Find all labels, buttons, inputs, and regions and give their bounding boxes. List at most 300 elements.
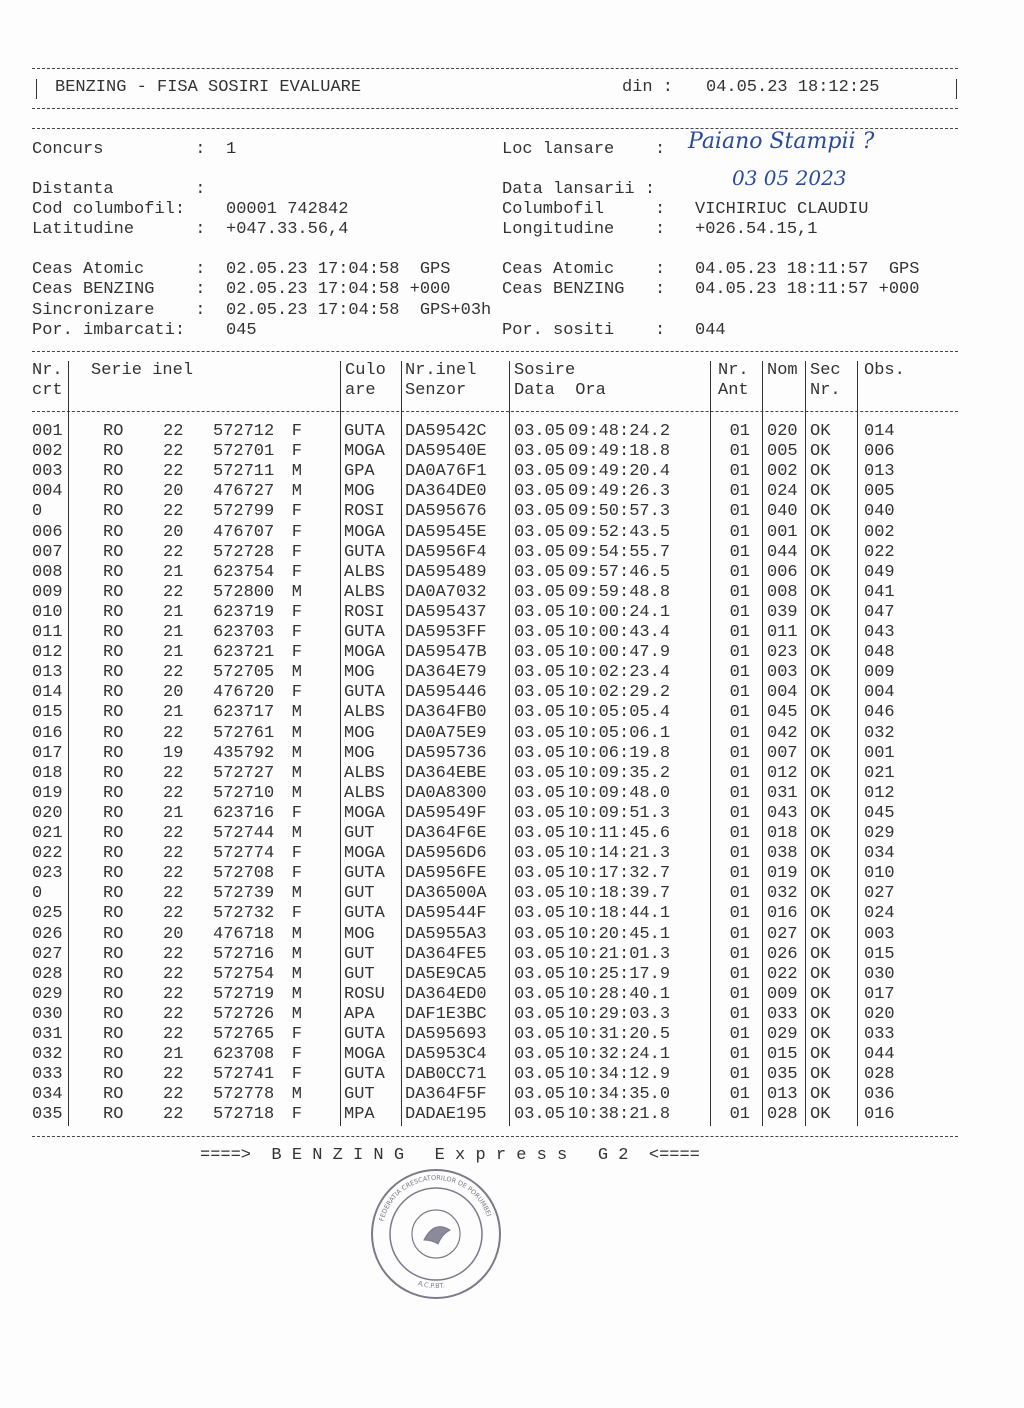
cell-ring: 572765 bbox=[213, 1025, 275, 1044]
cell-ant: 01 bbox=[729, 422, 750, 441]
cell-ring: 572741 bbox=[213, 1065, 275, 1085]
cell-series: RO bbox=[103, 944, 124, 964]
column-separator bbox=[401, 361, 402, 1126]
cell-sensor: DA364F5F bbox=[405, 1085, 487, 1105]
cell-date: 03.05 bbox=[514, 864, 566, 884]
cell-sensor: DA5956D6 bbox=[405, 844, 487, 864]
longitude-label: Longitudine : bbox=[502, 220, 666, 239]
cell-sensor: DA364DE0 bbox=[405, 482, 487, 502]
cell-obs: 027 bbox=[864, 884, 895, 904]
cell-nr: 027 bbox=[32, 944, 63, 964]
cell-sex: F bbox=[291, 1025, 302, 1044]
cell-sex: M bbox=[291, 723, 302, 743]
columbofil-label: Columbofil : bbox=[502, 200, 666, 219]
cell-color: MOGA bbox=[344, 442, 385, 462]
cell-color: GUT bbox=[344, 824, 375, 843]
cod-label: Cod columbofil: bbox=[32, 200, 186, 219]
cell-obs: 001 bbox=[864, 743, 895, 763]
cell-sensor: DA59544F bbox=[405, 904, 487, 924]
cell-series: RO bbox=[103, 844, 124, 864]
cell-nom: 001 bbox=[767, 522, 798, 542]
cell-sensor: DA0A7032 bbox=[405, 582, 487, 602]
col-obs: Obs. bbox=[864, 361, 905, 380]
cell-nom: 024 bbox=[767, 482, 798, 502]
stamp-bottom-text: A.C.P.BT. bbox=[416, 1279, 446, 1291]
cell-year: 19 bbox=[163, 743, 184, 763]
cell-date: 03.05 bbox=[514, 643, 566, 663]
cell-color: GUT bbox=[344, 944, 375, 964]
cell-sex: F bbox=[291, 502, 302, 522]
cell-time: 09:49:20.4 bbox=[568, 462, 671, 482]
cell-ring: 623719 bbox=[213, 602, 275, 622]
cell-year: 22 bbox=[163, 904, 184, 924]
distanta-label: Distanta : bbox=[32, 180, 206, 199]
cell-ring: 623721 bbox=[213, 643, 275, 663]
cell-time: 09:54:55.7 bbox=[568, 542, 671, 562]
cell-time: 09:49:18.8 bbox=[568, 442, 671, 462]
cell-year: 22 bbox=[163, 422, 184, 441]
cell-sex: M bbox=[291, 582, 302, 602]
column-separator bbox=[509, 361, 510, 1126]
cell-sensor: DA595693 bbox=[405, 1025, 487, 1044]
club-stamp bbox=[368, 1166, 504, 1302]
concurs-label: Concurs : bbox=[32, 140, 206, 159]
cell-ant: 01 bbox=[729, 964, 750, 984]
cell-sec: OK bbox=[810, 1045, 831, 1065]
ceas-atomic-end: 04.05.23 18:11:57 GPS bbox=[695, 260, 920, 279]
cell-sex: F bbox=[291, 1105, 302, 1125]
cell-ring: 572778 bbox=[213, 1085, 275, 1105]
cell-obs: 020 bbox=[864, 1004, 895, 1024]
cell-sec: OK bbox=[810, 683, 831, 703]
cell-obs: 009 bbox=[864, 663, 895, 683]
cell-nom: 013 bbox=[767, 1085, 798, 1105]
cell-series: RO bbox=[103, 502, 124, 522]
cell-color: MOGA bbox=[344, 803, 385, 823]
cell-sex: F bbox=[291, 442, 302, 462]
cell-year: 21 bbox=[163, 562, 184, 582]
cell-nr: 023 bbox=[32, 864, 63, 884]
cell-nr: 006 bbox=[32, 522, 63, 542]
cell-ring: 623708 bbox=[213, 1045, 275, 1065]
cell-nom: 008 bbox=[767, 582, 798, 602]
cell-ant: 01 bbox=[729, 984, 750, 1004]
cell-obs: 028 bbox=[864, 1065, 895, 1085]
cell-nr: 015 bbox=[32, 703, 63, 723]
cell-obs: 045 bbox=[864, 803, 895, 823]
cell-time: 10:18:39.7 bbox=[568, 884, 671, 904]
cell-nom: 029 bbox=[767, 1025, 798, 1044]
cell-ring: 572708 bbox=[213, 864, 275, 884]
cell-year: 22 bbox=[163, 582, 184, 602]
divider bbox=[32, 411, 958, 412]
cell-time: 10:05:06.1 bbox=[568, 723, 671, 743]
cell-sec: OK bbox=[810, 502, 831, 522]
cell-series: RO bbox=[103, 462, 124, 482]
cell-time: 10:34:35.0 bbox=[568, 1085, 671, 1105]
ceas-benzing-end: 04.05.23 18:11:57 +000 bbox=[695, 280, 920, 299]
cell-series: RO bbox=[103, 562, 124, 582]
cell-year: 22 bbox=[163, 1025, 184, 1044]
cell-ant: 01 bbox=[729, 582, 750, 602]
cell-color: ROSU bbox=[344, 984, 385, 1004]
cell-year: 21 bbox=[163, 643, 184, 663]
cell-time: 10:09:35.2 bbox=[568, 763, 671, 783]
cell-color: GUTA bbox=[344, 904, 385, 924]
cell-year: 21 bbox=[163, 602, 184, 622]
cell-obs: 032 bbox=[864, 723, 895, 743]
cell-sensor: DA59547B bbox=[405, 643, 487, 663]
cell-series: RO bbox=[103, 1045, 124, 1065]
cell-ring: 572754 bbox=[213, 964, 275, 984]
column-separator bbox=[68, 361, 69, 1126]
cell-nr: 022 bbox=[32, 844, 63, 864]
cell-obs: 016 bbox=[864, 1105, 895, 1125]
sositi-label: Por. sositi : bbox=[502, 321, 666, 340]
cell-sensor: DA59540E bbox=[405, 442, 487, 462]
cell-sensor: DAB0CC71 bbox=[405, 1065, 487, 1085]
cell-series: RO bbox=[103, 663, 124, 683]
divider bbox=[32, 1136, 958, 1137]
cell-nom: 039 bbox=[767, 602, 798, 622]
cell-ring: 623703 bbox=[213, 623, 275, 642]
cell-sex: M bbox=[291, 1004, 302, 1024]
cell-year: 22 bbox=[163, 462, 184, 482]
cell-nom: 044 bbox=[767, 542, 798, 562]
cell-obs: 017 bbox=[864, 984, 895, 1004]
cell-year: 22 bbox=[163, 864, 184, 884]
cell-date: 03.05 bbox=[514, 904, 566, 924]
cell-date: 03.05 bbox=[514, 1004, 566, 1024]
col-culo: Culo bbox=[345, 361, 386, 380]
cell-sec: OK bbox=[810, 984, 831, 1004]
document-title: BENZING - FISA SOSIRI EVALUARE bbox=[55, 78, 362, 97]
col-crt: crt bbox=[32, 381, 63, 400]
cell-nom: 005 bbox=[767, 442, 798, 462]
cell-sex: F bbox=[291, 542, 302, 562]
cell-time: 09:50:57.3 bbox=[568, 502, 671, 522]
cell-obs: 047 bbox=[864, 602, 895, 622]
cell-sec: OK bbox=[810, 462, 831, 482]
cell-sensor: DA5956FE bbox=[405, 864, 487, 884]
cell-sensor: DADAE195 bbox=[405, 1105, 487, 1125]
cell-year: 22 bbox=[163, 1004, 184, 1024]
cell-sensor: DA5953FF bbox=[405, 623, 487, 642]
cell-color: ROSI bbox=[344, 602, 385, 622]
cell-date: 03.05 bbox=[514, 803, 566, 823]
cell-date: 03.05 bbox=[514, 824, 566, 843]
cell-time: 09:49:26.3 bbox=[568, 482, 671, 502]
cell-ant: 01 bbox=[729, 864, 750, 884]
sositi-value: 044 bbox=[695, 321, 726, 340]
cell-sensor: DA5953C4 bbox=[405, 1045, 487, 1065]
cell-nr: 012 bbox=[32, 643, 63, 663]
cell-series: RO bbox=[103, 783, 124, 803]
cell-ant: 01 bbox=[729, 743, 750, 763]
cell-date: 03.05 bbox=[514, 542, 566, 562]
cell-sensor: DA59549F bbox=[405, 803, 487, 823]
cell-date: 03.05 bbox=[514, 522, 566, 542]
cell-obs: 024 bbox=[864, 904, 895, 924]
cell-sec: OK bbox=[810, 623, 831, 642]
cell-year: 21 bbox=[163, 623, 184, 642]
cell-ant: 01 bbox=[729, 1045, 750, 1065]
cell-color: ALBS bbox=[344, 703, 385, 723]
cell-color: ROSI bbox=[344, 502, 385, 522]
cell-nom: 038 bbox=[767, 844, 798, 864]
divider bbox=[32, 68, 958, 69]
cell-date: 03.05 bbox=[514, 502, 566, 522]
cell-nr: 008 bbox=[32, 562, 63, 582]
cell-sex: M bbox=[291, 824, 302, 843]
cell-nom: 018 bbox=[767, 824, 798, 843]
cell-ant: 01 bbox=[729, 1025, 750, 1044]
imbarcati-value: 045 bbox=[226, 321, 257, 340]
cell-sensor: DA364F6E bbox=[405, 824, 487, 843]
cell-time: 10:18:44.1 bbox=[568, 904, 671, 924]
cell-time: 10:25:17.9 bbox=[568, 964, 671, 984]
imbarcati-label: Por. imbarcati: bbox=[32, 321, 186, 340]
cell-nr: 0 bbox=[32, 502, 43, 522]
cell-ant: 01 bbox=[729, 1105, 750, 1125]
cell-sex: M bbox=[291, 924, 302, 944]
cell-sec: OK bbox=[810, 522, 831, 542]
cell-color: GUT bbox=[344, 884, 375, 904]
cell-obs: 036 bbox=[864, 1085, 895, 1105]
cell-color: APA bbox=[344, 1004, 375, 1024]
cell-nom: 035 bbox=[767, 1065, 798, 1085]
cell-date: 03.05 bbox=[514, 582, 566, 602]
ceas-atomic-label-2: Ceas Atomic : bbox=[502, 260, 666, 279]
cell-ant: 01 bbox=[729, 844, 750, 864]
cell-year: 22 bbox=[163, 964, 184, 984]
cell-year: 22 bbox=[163, 984, 184, 1004]
cell-sec: OK bbox=[810, 482, 831, 502]
cell-color: GUTA bbox=[344, 864, 385, 884]
cell-nom: 031 bbox=[767, 783, 798, 803]
cell-ant: 01 bbox=[729, 683, 750, 703]
divider bbox=[32, 108, 958, 109]
cell-time: 09:52:43.5 bbox=[568, 522, 671, 542]
cell-date: 03.05 bbox=[514, 844, 566, 864]
cell-color: MOG bbox=[344, 482, 375, 502]
cell-sec: OK bbox=[810, 1085, 831, 1105]
cell-obs: 003 bbox=[864, 924, 895, 944]
cell-time: 10:29:03.3 bbox=[568, 1004, 671, 1024]
cell-nom: 004 bbox=[767, 683, 798, 703]
cell-nr: 020 bbox=[32, 803, 63, 823]
cell-nr: 025 bbox=[32, 904, 63, 924]
cell-sex: F bbox=[291, 844, 302, 864]
sincronizare-value: 02.05.23 17:04:58 GPS+03h bbox=[226, 301, 492, 320]
cell-ring: 572739 bbox=[213, 884, 275, 904]
cell-nr: 032 bbox=[32, 1045, 63, 1065]
sincronizare-label: Sincronizare : bbox=[32, 301, 206, 320]
cell-ring: 572800 bbox=[213, 582, 275, 602]
cell-obs: 013 bbox=[864, 462, 895, 482]
cell-nr: 014 bbox=[32, 683, 63, 703]
cell-series: RO bbox=[103, 904, 124, 924]
cell-nom: 007 bbox=[767, 743, 798, 763]
cell-color: MOG bbox=[344, 924, 375, 944]
cell-nom: 040 bbox=[767, 502, 798, 522]
data-lansarii-handwritten: 03 05 2023 bbox=[732, 166, 847, 190]
cell-nom: 015 bbox=[767, 1045, 798, 1065]
cell-sec: OK bbox=[810, 844, 831, 864]
cell-ant: 01 bbox=[729, 924, 750, 944]
cell-sensor: DA0A8300 bbox=[405, 783, 487, 803]
cell-nr: 010 bbox=[32, 602, 63, 622]
cell-sensor: DA364E79 bbox=[405, 663, 487, 683]
cell-series: RO bbox=[103, 1085, 124, 1105]
cell-ant: 01 bbox=[729, 602, 750, 622]
cell-series: RO bbox=[103, 582, 124, 602]
cell-year: 22 bbox=[163, 944, 184, 964]
cell-sec: OK bbox=[810, 864, 831, 884]
cell-nr: 019 bbox=[32, 783, 63, 803]
cell-sec: OK bbox=[810, 1105, 831, 1125]
cell-ant: 01 bbox=[729, 783, 750, 803]
cell-series: RO bbox=[103, 1105, 124, 1125]
cell-date: 03.05 bbox=[514, 1065, 566, 1085]
cell-sex: M bbox=[291, 763, 302, 783]
cell-ring: 572710 bbox=[213, 783, 275, 803]
col-sec: Sec bbox=[810, 361, 841, 380]
cell-date: 03.05 bbox=[514, 984, 566, 1004]
cell-sex: M bbox=[291, 482, 302, 502]
cell-ring: 572761 bbox=[213, 723, 275, 743]
cell-time: 10:38:21.8 bbox=[568, 1105, 671, 1125]
cell-time: 10:17:32.7 bbox=[568, 864, 671, 884]
cell-sensor: DA36500A bbox=[405, 884, 487, 904]
cell-color: GUTA bbox=[344, 683, 385, 703]
cell-nr: 018 bbox=[32, 763, 63, 783]
cell-sex: F bbox=[291, 422, 302, 441]
cell-ant: 01 bbox=[729, 542, 750, 562]
cell-color: GPA bbox=[344, 462, 375, 482]
cell-sensor: DA5E9CA5 bbox=[405, 964, 487, 984]
cell-time: 10:28:40.1 bbox=[568, 984, 671, 1004]
cell-year: 20 bbox=[163, 482, 184, 502]
ceas-benzing-label-2: Ceas BENZING : bbox=[502, 280, 666, 299]
cell-time: 10:31:20.5 bbox=[568, 1025, 671, 1044]
cell-ring: 476720 bbox=[213, 683, 275, 703]
cell-nom: 028 bbox=[767, 1105, 798, 1125]
cell-sex: F bbox=[291, 602, 302, 622]
loc-lansare-handwritten: Paiano Stampii ? bbox=[688, 129, 875, 154]
cell-color: GUTA bbox=[344, 623, 385, 642]
cell-series: RO bbox=[103, 924, 124, 944]
cell-ant: 01 bbox=[729, 763, 750, 783]
cell-sec: OK bbox=[810, 783, 831, 803]
cell-ant: 01 bbox=[729, 522, 750, 542]
cell-year: 22 bbox=[163, 763, 184, 783]
cell-series: RO bbox=[103, 964, 124, 984]
cell-ring: 476707 bbox=[213, 522, 275, 542]
cell-color: MOG bbox=[344, 743, 375, 763]
col-data-ora: Data Ora bbox=[514, 381, 606, 400]
cell-date: 03.05 bbox=[514, 763, 566, 783]
cell-date: 03.05 bbox=[514, 924, 566, 944]
cell-sex: M bbox=[291, 743, 302, 763]
col-nom: Nom bbox=[767, 361, 798, 380]
cell-year: 22 bbox=[163, 1105, 184, 1125]
cell-sensor: DA59545E bbox=[405, 522, 487, 542]
cell-obs: 014 bbox=[864, 422, 895, 441]
cell-obs: 030 bbox=[864, 964, 895, 984]
cell-nom: 032 bbox=[767, 884, 798, 904]
cell-obs: 049 bbox=[864, 562, 895, 582]
cell-series: RO bbox=[103, 864, 124, 884]
cell-sec: OK bbox=[810, 582, 831, 602]
footer-brand: ====> B E N Z I N G E x p r e s s G 2 <==== bbox=[200, 1146, 700, 1165]
cell-obs: 041 bbox=[864, 582, 895, 602]
cell-year: 22 bbox=[163, 884, 184, 904]
cell-sec: OK bbox=[810, 562, 831, 582]
cell-year: 20 bbox=[163, 522, 184, 542]
cell-ant: 01 bbox=[729, 643, 750, 663]
cell-sensor: DA0A75E9 bbox=[405, 723, 487, 743]
cell-obs: 048 bbox=[864, 643, 895, 663]
cell-sensor: DA595676 bbox=[405, 502, 487, 522]
cell-time: 10:14:21.3 bbox=[568, 844, 671, 864]
cell-sensor: DAF1E3BC bbox=[405, 1004, 487, 1024]
cell-nom: 042 bbox=[767, 723, 798, 743]
cell-color: MOGA bbox=[344, 844, 385, 864]
cell-nom: 022 bbox=[767, 964, 798, 984]
cell-date: 03.05 bbox=[514, 663, 566, 683]
cell-sex: M bbox=[291, 703, 302, 723]
col-serie: Serie inel bbox=[91, 361, 194, 380]
cod-value: 00001 742842 bbox=[226, 200, 349, 219]
cell-obs: 010 bbox=[864, 864, 895, 884]
cell-color: MPA bbox=[344, 1105, 375, 1125]
cell-sex: F bbox=[291, 904, 302, 924]
cell-sex: M bbox=[291, 944, 302, 964]
cell-ant: 01 bbox=[729, 904, 750, 924]
cell-year: 22 bbox=[163, 1065, 184, 1085]
cell-sec: OK bbox=[810, 904, 831, 924]
cell-ring: 572726 bbox=[213, 1004, 275, 1024]
cell-nom: 011 bbox=[767, 623, 798, 642]
cell-obs: 021 bbox=[864, 763, 895, 783]
cell-date: 03.05 bbox=[514, 482, 566, 502]
cell-date: 03.05 bbox=[514, 944, 566, 964]
cell-series: RO bbox=[103, 1065, 124, 1085]
cell-sec: OK bbox=[810, 703, 831, 723]
cell-ring: 623717 bbox=[213, 703, 275, 723]
cell-date: 03.05 bbox=[514, 723, 566, 743]
cell-date: 03.05 bbox=[514, 1025, 566, 1044]
cell-sensor: DA595437 bbox=[405, 602, 487, 622]
cell-ant: 01 bbox=[729, 482, 750, 502]
cell-time: 09:59:48.8 bbox=[568, 582, 671, 602]
cell-nom: 045 bbox=[767, 703, 798, 723]
cell-sex: M bbox=[291, 964, 302, 984]
cell-time: 09:57:46.5 bbox=[568, 562, 671, 582]
cell-sec: OK bbox=[810, 723, 831, 743]
border-left bbox=[36, 79, 37, 99]
ceas-atomic-start: 02.05.23 17:04:58 GPS bbox=[226, 260, 451, 279]
cell-sec: OK bbox=[810, 442, 831, 462]
cell-obs: 005 bbox=[864, 482, 895, 502]
cell-year: 20 bbox=[163, 924, 184, 944]
cell-color: ALBS bbox=[344, 562, 385, 582]
cell-date: 03.05 bbox=[514, 683, 566, 703]
cell-ant: 01 bbox=[729, 944, 750, 964]
cell-date: 03.05 bbox=[514, 1085, 566, 1105]
cell-nom: 027 bbox=[767, 924, 798, 944]
